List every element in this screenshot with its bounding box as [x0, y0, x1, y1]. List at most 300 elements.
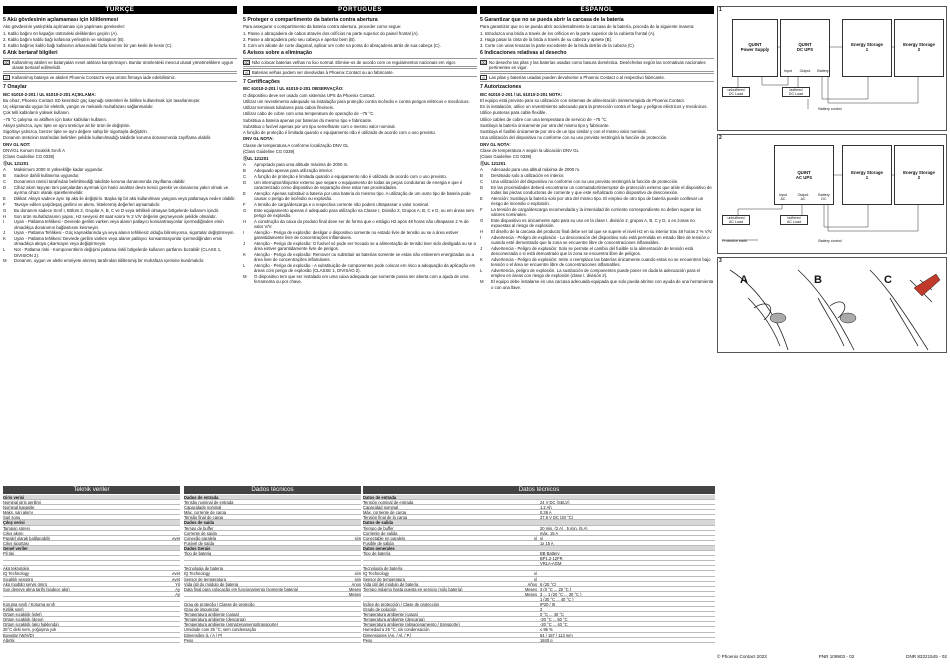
ul-item — [480, 179, 714, 184]
row-label: Índice de protección / Clase de protección — [363, 601, 440, 607]
table-row — [3, 638, 180, 643]
row-label: Tensión nominal de entrada — [363, 500, 414, 505]
item-text: Uyarı - Patlama tehlikesi - Devrede gerilim varken veya alanın patlayıcı konsantrasyonlar içermediğinden emin olmadıkça donanımın bağlantısını kesmeyin. — [14, 219, 224, 230]
row-unit — [523, 551, 537, 555]
language-header: ESPAÑOL — [480, 6, 714, 14]
row-label — [363, 561, 523, 565]
item-text: Advertencia - Peligro de explosión: retire o reemplace las baterías únicamente cuando estas no se encuentren bajo tensión o el área se encuentre libre de concentraciones inflamables. — [491, 257, 711, 268]
row-unit: Ay — [175, 591, 180, 597]
dnv-note-title: DNV GL NOTA: — [243, 136, 274, 142]
row-label: Nominal giriş gerilimi — [3, 500, 41, 505]
battery-label: Battery — [817, 69, 829, 73]
section-6-title: 6 Avisos sobre a eliminação — [243, 50, 313, 57]
table-title: Dados técnicos — [184, 486, 361, 494]
row-unit — [347, 510, 361, 514]
item-text: Donanım, uygun ve aletle emniyete alınmış tarafından kilitlenmiş bir muhafaza içerisine kurulmalıdır. — [14, 258, 205, 264]
item-key: K — [3, 236, 6, 242]
figure-2-wiring — [718, 135, 948, 255]
item-text: A construção da caixa do produto final deve ser de forma que o estágio H2 após 48 horas não ultrapasse 2 % de valor V/V. — [254, 218, 469, 229]
item-text: Advertencia, peligro de explosión. La sustitución de componentes puede poner en duda la adecuación para el empleo en áreas con riesgo de explosión (clase I, división 2). — [491, 268, 701, 279]
row-label: Dados de entrada — [184, 495, 219, 500]
row-label: Temperatura ambiente (carga) — [184, 612, 240, 617]
step-item: 2. Kablo bağını kablo bağı kafasına yerleştirin ve sıkılaştırın (B). — [3, 36, 125, 42]
row-unit — [347, 531, 361, 535]
row-unit — [166, 510, 180, 514]
item-key: D — [480, 184, 484, 190]
figure-2-ac-ups-diagram — [717, 134, 947, 254]
row-label: Tiempo máximo hasta puesta en servicio (sólo batería) — [363, 586, 463, 591]
note-text: Kullanılmış aküleri ve bataryaları evsel atıklara karıştırmayın. Bunlar ürünlerdeki mevcut ulusal yönetmeliklere uygun olarak bertaraf edilmelidir. — [12, 59, 234, 70]
row-label: Temperatura ambiente (descarga) — [184, 617, 246, 622]
item-key: H — [480, 229, 484, 235]
row-label: Çıkış akımı — [3, 530, 24, 535]
item-key: L — [3, 247, 6, 253]
ul-item — [480, 185, 714, 195]
row-unit — [347, 612, 361, 616]
iec-note-line: En la instalación, utilice un revestimiento adecuado para la protección contra el fuego y peligros eléctricos y mecánicos. — [480, 104, 708, 110]
battery-dc-label: Battery DC — [818, 193, 830, 202]
iec-note-line: Sigortayı yalnızca, benzer tipte ve aynı değere sahip bir sigortayla değiştirin. — [3, 129, 148, 135]
item-key: G — [243, 207, 247, 213]
step-item: 3. Com um alicate de corte diagonal, aplicar um corte na ponta do abraçadeira atrás de sua cabeça (C). — [243, 43, 441, 49]
row-label: Dimensões (L / A / P) — [184, 632, 223, 637]
row-unit — [166, 505, 180, 509]
row-unit: sim — [354, 576, 361, 582]
row-label: Çıkış verisi — [3, 520, 25, 525]
row-label: Tensão nominal de entrada — [184, 500, 234, 505]
ul-item — [243, 208, 477, 218]
row-unit — [166, 526, 180, 530]
step-item: 1. Kablo bağını ön kapağın üstündeki deliklerden geçirin (A). — [3, 30, 118, 36]
row-label: Fusible de salida — [363, 540, 394, 545]
iec-note-line: Aküyü yalnızca, aynı tipte ve aynı üreticiye ait bir ürün ile değiştirin. — [3, 122, 131, 128]
row-unit — [166, 633, 180, 637]
row-value — [537, 571, 713, 575]
item-key: L — [243, 263, 246, 268]
row-label — [184, 597, 347, 601]
disposal-note — [3, 73, 237, 82]
row-unit — [523, 597, 537, 601]
row-label: Grau de proteção / Classe de proteção — [184, 601, 255, 607]
item-key: D — [3, 184, 7, 190]
row-label: Sensor de temperatura — [184, 576, 226, 581]
row-label: Ortam sıcaklığı (işlet) — [3, 612, 42, 617]
row-unit: evet — [172, 576, 180, 582]
ul-item — [243, 274, 477, 284]
figures-panel — [717, 6, 947, 476]
row-label: Temperatura ambiente (carga) — [363, 612, 419, 617]
iec-note-line: Una utilización del dispositivo no conforme con su uso previsto restringirá la función de protección. — [480, 135, 668, 141]
dnv-note-title: DNV GL NOT: — [3, 141, 31, 147]
ul-item — [243, 202, 477, 207]
row-label: Son deneye alma tarihi (sadece akü) — [3, 586, 70, 591]
buffered-dc-load-box: buffered DC Load — [782, 87, 810, 97]
row-unit — [166, 627, 180, 631]
ul-title: Ⓢ UL 121201 — [480, 161, 714, 166]
row-unit: Meses — [524, 586, 537, 592]
row-label: Tecnologia de bateria — [184, 566, 223, 571]
row-label: Ağırlık — [3, 637, 15, 642]
row-label: Pil tipi — [3, 551, 14, 556]
row-value: 0,36 A — [540, 510, 552, 515]
row-label: Ortam sıcaklığı (akü hakkında) — [3, 622, 59, 627]
row-value: -20 °C ... 50 °C — [540, 617, 568, 622]
item-key: D — [243, 179, 247, 185]
row-unit — [347, 627, 361, 631]
row-unit: sí — [533, 535, 537, 541]
step-item: 3. Kablo bağının kablo bağı kafasının arkasındaki fazla kısmını bir yan keski ile kesin (C). — [3, 43, 173, 49]
figure-3-cable-tie-steps — [717, 257, 947, 353]
item-key: K — [480, 257, 483, 263]
row-value: sí — [540, 535, 544, 540]
ul-item — [3, 173, 237, 178]
dnv-note-line: (Class Guideline CG 0339) — [480, 154, 532, 160]
row-unit — [523, 505, 537, 509]
row-unit — [523, 638, 537, 642]
row-label — [363, 592, 523, 596]
item-key: J — [480, 246, 483, 252]
iec-note-line: El equipo está previsto para su utilización con sistemas de alimentación ininterrumpida de Phoenix Contact. — [480, 97, 685, 103]
row-label: Tipo de batería — [363, 551, 391, 556]
dnv-note-line: DNV/GL Konum Sıcaklık Sınıfı A — [3, 147, 65, 153]
row-unit — [523, 612, 537, 616]
item-text: Bu donanım sadece Sınıf I, Bölüm 2, Gruplar A, B, C ve D veya tehlikeli olmayan bölgelerde kullanım içindir. — [14, 207, 220, 213]
row-unit: sí — [533, 576, 537, 582]
output-label: Output — [799, 69, 811, 73]
row-unit — [523, 495, 537, 499]
row-label: Vida útil do módulo de bateria — [184, 581, 239, 586]
row-unit — [523, 607, 537, 611]
row-unit — [166, 612, 180, 616]
step-item: 1. Passe o abraçadeira de cabos através dos orifícios na parte superior do painel frontal (A). — [243, 30, 419, 36]
row-label: Boyutlar (W/H/D) — [3, 632, 34, 637]
row-unit — [166, 561, 180, 565]
row-unit — [523, 561, 537, 565]
energy-storage-2-box: Energy Storage 2 — [894, 145, 944, 205]
item-key: B — [243, 168, 246, 174]
disposal-note — [3, 58, 237, 72]
row-value: -20 °C ... 40 °C — [540, 622, 568, 627]
row-label — [3, 561, 166, 565]
iec-note-line: Utilizar um revestimento adequado na instalação para proteção contra incêndio e contra perigos elétricos e mecânicos. — [243, 98, 470, 104]
ul-item — [480, 268, 714, 278]
row-unit — [166, 607, 180, 611]
dnv-note-line: (Class Guideline CG 0339) — [243, 148, 295, 154]
table-row — [363, 638, 715, 643]
iec-note-line: Sustituya la batería únicamente por otra del mismo tipo y fabricante. — [480, 122, 610, 128]
item-key: F — [3, 201, 6, 207]
row-label: 25°C deki nem, yoğuşma yok — [3, 627, 57, 632]
row-unit: sim — [354, 535, 361, 541]
item-text: En las proximidades deberá encontrarse un conmutador/interruptor de protección externo que aísle el dispositivo de todas las piezas conductoras de corriente y que esté señalizado como dispositivo de desconexión. — [491, 184, 712, 196]
row-label: Grau de impurezas — [184, 607, 219, 612]
ul-item — [3, 214, 237, 219]
ul-item — [480, 229, 714, 234]
item-key: I — [3, 219, 5, 225]
row-value: 20 min. (2 A) , 5 min. (5 A) — [540, 525, 588, 530]
row-label: Fusível de saída — [184, 540, 215, 545]
disposal-note — [243, 58, 477, 67]
ul-item — [480, 196, 714, 206]
item-text: Este dispositivo es únicamente apto para su uso en la clase I, división 2, grupos A, B, C y D, o en zonas no expuestas al riesgo de explosión. — [491, 218, 695, 229]
row-unit — [166, 531, 180, 535]
step-c-label: C — [884, 274, 892, 286]
row-label — [184, 556, 347, 560]
battery-control-label: Battery control — [818, 239, 842, 243]
item-key: A — [3, 167, 6, 173]
row-label: Dimensiones (An. / Al. / P.) — [363, 632, 412, 637]
iec-note-line: Utilice punteras para cable flexible. — [480, 110, 547, 116]
item-text: Una utilización del dispositivo no conforme con su uso previsto restringirá la función de protección. — [491, 179, 679, 185]
item-key: L — [480, 268, 483, 274]
iec-note-line: −75 °C çalışma ısı aktifken için bakır kabloları kullanın. — [3, 116, 108, 122]
ul-title: Ⓢ UL 121201 — [3, 161, 237, 166]
row-unit — [347, 515, 361, 519]
row-label: Paralel olarak bağlanabilir — [3, 535, 51, 540]
row-unit — [347, 546, 361, 550]
row-unit — [523, 531, 537, 535]
row-unit — [523, 510, 537, 514]
row-label: Humedad a 25 °C, sin condensación — [363, 627, 430, 632]
row-value: IP20 / III — [540, 601, 556, 607]
row-value: ≤ 95 % — [540, 627, 553, 632]
row-label: Dados de saída — [184, 520, 215, 525]
item-text: A função de proteção é limitada quando o equipamento não é utilizado de acordo com o uso previsto. — [254, 173, 448, 179]
row-label: Datos de salida — [363, 520, 394, 525]
row-label: Corrente de saída — [184, 530, 217, 535]
figure-number: 3 — [719, 258, 722, 264]
row-label — [184, 561, 347, 565]
dnv-note-line: Classe de temperatura A conforme localização DNV GL — [243, 142, 349, 148]
battery-control-label: Battery control — [818, 107, 842, 111]
row-unit — [523, 556, 537, 560]
item-key: H — [3, 213, 7, 219]
buffered-ac-load-box: buffered AC Load — [780, 215, 808, 225]
return-icon: ↺ — [480, 75, 487, 80]
row-unit — [166, 551, 180, 555]
row-value — [537, 520, 713, 524]
row-unit: sí — [533, 571, 537, 577]
item-text: Donanımın üretici tarafından belirtilmediği takdirde koruma donanımında zayıflama olabilir. — [14, 179, 186, 185]
row-unit — [166, 566, 180, 570]
row-label — [184, 592, 347, 596]
table-title: Datos técnicos — [363, 486, 715, 494]
iec-note-line: O dispositivo deve ser usado com sistemas UPS da Phoenix Contact. — [243, 92, 376, 98]
row-unit — [347, 500, 361, 504]
ul-item — [480, 235, 714, 245]
row-label: Sensor de temperatura — [363, 576, 405, 581]
item-text: Sadece dahili kullanıma uygundur. — [14, 173, 80, 179]
row-unit — [523, 617, 537, 621]
dnv-note-title: DNV GL NOTA: — [480, 141, 511, 147]
item-text: La tensión de carga/descarga recomendada y la intensidad de corriente correspondiente no deben superar los valores nominales. — [491, 207, 702, 218]
step-item: 3. Corte con unas tenazas la parte excedente de la brida detrás de la cabeza (C). — [480, 43, 636, 49]
row-label: Capacidad nominal — [363, 505, 399, 510]
row-label: Máx. corrente de carga — [184, 510, 227, 515]
column-turkish — [3, 6, 237, 476]
item-text: A tensão de carga/descarga e a respectiva corrente não podem ultrapassar o valor nominal. — [254, 201, 430, 207]
item-text: Advertencia - Peligro de explosión: Solo se permite el cambio del fusible si la alimentación de tensión está desconectada o si está demostrado que la zona se encuentra libre de peligros. — [491, 246, 694, 257]
item-key: I — [243, 229, 245, 235]
table-turkish — [3, 486, 180, 668]
row-unit — [166, 520, 180, 524]
row-label: Maks. şarj akımı — [3, 510, 33, 515]
disposal-note — [480, 58, 714, 72]
row-unit — [523, 633, 537, 637]
figure-1-wiring — [718, 7, 948, 132]
row-unit — [166, 617, 180, 621]
section-7-title: 7 Autorizaciones — [480, 84, 522, 91]
row-label: Datos generales — [363, 545, 395, 551]
row-unit — [166, 556, 180, 560]
row-value — [537, 546, 713, 550]
row-label — [3, 592, 166, 596]
column-spanish — [480, 6, 714, 476]
item-text: Dikkat: Aküyü sadece aynı tip akü ile değiştirin. Başka tip bir akü kullanılması yangına veya patlamaya neden olabilir. — [14, 196, 236, 202]
row-label: Data final para colocação em funcionamento (somente bateria) — [184, 586, 299, 591]
item-key: B — [3, 173, 6, 179]
item-key: A — [243, 162, 246, 168]
row-unit — [523, 622, 537, 626]
ul-item — [480, 218, 714, 228]
row-label: IQ Technology — [184, 571, 211, 576]
row-label: IQ Technology — [363, 571, 390, 576]
ul-item — [3, 167, 237, 172]
row-value — [537, 566, 713, 570]
row-unit — [166, 597, 180, 601]
energy-storage-1-box: Energy Storage 1 — [842, 145, 892, 205]
item-key: M — [480, 279, 484, 285]
row-label: Tecnología de batería — [363, 566, 403, 571]
iec-note-line: Sustituya el fusible únicamente por otro de un tipo similar y con el mismo valor nominal. — [480, 129, 647, 135]
waste-bin-icon: ⌧ — [481, 60, 486, 65]
table-title: Teknik veriler — [3, 486, 180, 494]
input-ac-label: Input AC — [779, 193, 787, 202]
waste-bin-icon: ⌧ — [4, 60, 9, 65]
item-key: E — [3, 196, 6, 202]
figure-1-dc-ups-diagram — [717, 6, 947, 131]
row-unit: Anos — [351, 581, 361, 587]
item-key: M — [3, 258, 7, 264]
row-label: Tensão final de carga — [184, 515, 223, 520]
item-key: A — [480, 167, 483, 173]
ul-item — [243, 162, 477, 167]
item-text: Maksimum 2000 m yüksekliğe kadar uygundur. — [14, 167, 104, 173]
section-6-title: 6 Atık bertaraf bilgileri — [3, 50, 58, 57]
row-unit: Años — [527, 581, 537, 587]
row-label: Vida útil del módulo de batería — [363, 581, 419, 586]
row-unit — [347, 541, 361, 545]
row-label: Ortam sıcaklığı (depo) — [3, 617, 44, 622]
iec-note-title: IEC 61010-2-201 / UL 61010-2-201 OBSERVAÇÃO: — [243, 86, 344, 92]
row-unit — [166, 500, 180, 504]
section-6-title: 6 Indicaciones relativas al desecho — [480, 50, 567, 57]
item-text: Um interruptor/disjuntor externo que separe o equipamento de todas as peças condutoras de energia e que é caracterizado como dispositivo de separação deve estar nas proximidades. — [254, 179, 463, 190]
row-label: Capacidade nominal — [184, 505, 222, 510]
ul-item — [243, 230, 477, 240]
row-unit — [166, 638, 180, 642]
ul-item — [480, 167, 714, 172]
row-unit: Meses — [348, 591, 361, 597]
ul-item — [243, 241, 477, 251]
row-unit — [347, 638, 361, 642]
row-value: BP1.2-12FR — [540, 556, 563, 561]
item-key: K — [243, 251, 246, 257]
ul-item — [243, 263, 477, 273]
row-unit — [347, 566, 361, 570]
row-label: Akü modülü servis ömrü — [3, 581, 47, 586]
row-unit — [347, 602, 361, 606]
item-text: Este equipamento apenas é adequado para utilização na Classe I, Divisão 2, Grupos A, B, C e D, ou em áreas sem perigo de explosão. — [254, 207, 474, 218]
column-portuguese — [243, 6, 477, 476]
row-label: Tempo de buffer — [184, 525, 214, 530]
step-item: 2. Haga pasar la cinta de la brida a través de su cabeza y apriete (B). — [480, 36, 613, 42]
iec-note-line: Substitua o fusível apenas por um tipo semelhante com o mesmo valor nominal. — [243, 123, 396, 129]
note-text: Baterias velhas podem ser devolvidas à Phoenix Contact ou ao fabricante. — [252, 69, 394, 75]
row-unit — [523, 500, 537, 504]
ul-item — [3, 258, 237, 263]
section-7-title: 7 Certificações — [243, 79, 280, 86]
output-ac-label: Output AC — [797, 193, 809, 202]
row-label: Conectable en paralelo — [363, 535, 406, 540]
row-label — [363, 597, 523, 601]
item-text: O dispositivo tem que ser instalado em uma caixa adequada que somente possa ser aberta com a ajuda de uma ferramenta ou por chave. — [254, 274, 469, 285]
unbuffered-ac-load-box: unbuffered AC Load — [722, 215, 750, 225]
iec-note-line: Donanım üreticinin tarafından belirtilen şekilde kullanılmadığı takdirde koruma donanımında zayıflama olabilir. — [3, 135, 212, 141]
iec-note-line: Çok telli kabloların yüksek kullanın. — [3, 110, 70, 116]
section-5-intro: Para assegurar o compartimento da bateria contra abertura, proceder como segue: — [243, 24, 402, 30]
row-unit — [523, 541, 537, 545]
quint-dc-ups-box: QUINT DC UPS — [780, 19, 830, 77]
row-label: Grado de polución — [363, 607, 397, 612]
item-text: Uyarı - Patlama tehlikesi: Devrede gerilim varken veya alanın patlayıcı konsantrasyonlar içermediğinden emin olmadıkça aküyü çıkarmayın veya değiştirmeyin. — [14, 236, 223, 247]
row-unit — [347, 556, 361, 560]
row-unit — [347, 505, 361, 509]
row-label — [3, 597, 166, 601]
row-value: 1 (30 °C ... 40 °C ) — [540, 596, 574, 601]
table-portuguese — [184, 486, 361, 668]
ul-item — [480, 279, 714, 289]
item-key: C — [243, 173, 247, 179]
ul-item — [3, 219, 237, 229]
ul-item — [243, 252, 477, 262]
row-label: Temperatura ambiente (armazenamento/transporte) — [184, 622, 278, 627]
item-key: G — [480, 218, 484, 224]
item-text: Atenção - Perigo de explosão: desligar o dispositivo somente no estado livre de tensão ou se a área estiver garantidamente livre de concentrações inflamáveis. — [254, 229, 459, 241]
row-label: Umidade com 25 °C, sem condensação — [184, 627, 257, 632]
item-key: C — [3, 179, 7, 185]
return-icon: ↺ — [3, 75, 10, 80]
row-label: Conexão paralela — [184, 535, 217, 540]
row-label: Koruma sınıfı / Koruma sınıfı — [3, 601, 56, 607]
iec-note-line: Uç ekipmanda uygun bir elektrik, yangın ve mekanik muhafazası sağlanmalıdır. — [3, 104, 154, 110]
ul-item — [480, 173, 714, 178]
section-5-title: 5 Proteger o compartimento da bateria contra abertura — [243, 17, 378, 23]
item-text: Uyarı - Patlama Tehlikesi - Güç kaynaklarında ya veya alanın tehlikesiz olduğu bilinmiyorsa, sigortalar değiştirmeyin. — [14, 230, 235, 236]
item-text: Adecuado para una altitud máxima de 2000 m. — [491, 167, 581, 173]
item-text: Advertencia - Peligro de explosión - La desconexión del dispositivo solo está permitida en estado libre de tensión o cuando esté demostrado que la zona se encuentre libre de concentraciones inflamables. — [491, 235, 710, 246]
row-unit: Yıl — [175, 581, 180, 587]
item-text: Tavsiye edilen şarj/deşarj gerilimi ve akımı, listelenmiş değerleri aşmamalıdır. — [14, 201, 161, 207]
row-label: Dados Gerais — [184, 545, 211, 551]
row-label: Giriş verisi — [3, 495, 25, 500]
row-unit — [523, 546, 537, 550]
item-key: M — [243, 274, 247, 280]
item-text: Destinado solo a utilización en interior. — [491, 173, 565, 179]
row-value: 2 — [540, 607, 543, 612]
row-unit — [166, 541, 180, 545]
ul-item — [3, 185, 237, 195]
